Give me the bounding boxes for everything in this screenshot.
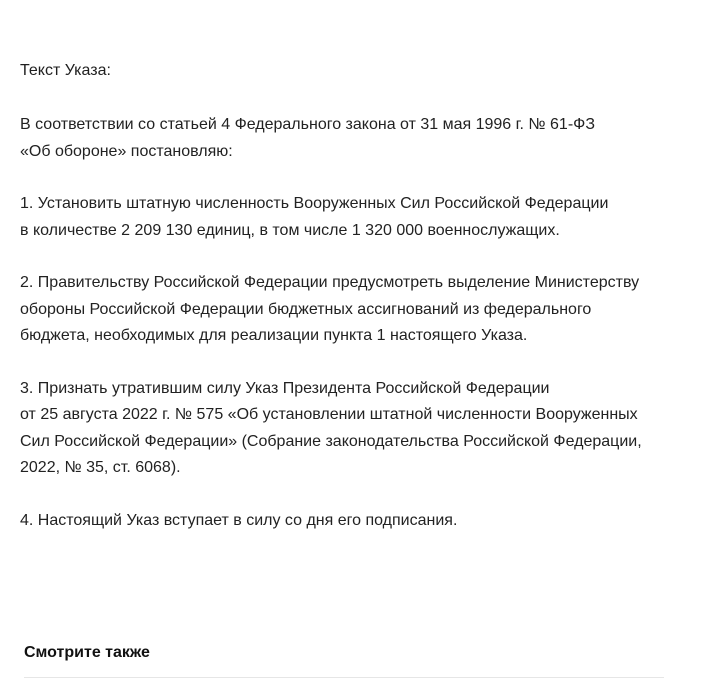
text-line: В соответствии со статьей 4 Федерального закона от 31 мая 1996 г. № 61-ФЗ xyxy=(20,116,595,133)
text-line: Сил Российской Федерации» (Собрание законодательства Российской Федерации, xyxy=(20,432,642,450)
decree-text xyxy=(20,58,700,560)
text-line: «Об обороне» постановляю: xyxy=(20,142,233,160)
decree-heading: Текст Указа: xyxy=(20,62,111,79)
text-line: от 25 августа 2022 г. № 575 «Об установлении штатной численности Вооруженных xyxy=(20,406,638,423)
decree-item-2 xyxy=(20,270,700,350)
text-line: 3. Признать утратившим силу Указ Президента Российской Федерации xyxy=(20,379,550,397)
text-line: бюджета, необходимых для реализации пункта 1 настоящего Указа. xyxy=(20,327,528,344)
section-divider xyxy=(24,677,664,678)
text-line: 4. Настоящий Указ вступает в силу со дня его подписания. xyxy=(20,511,458,529)
decree-item-4 xyxy=(20,508,700,535)
text-line: в количестве 2 209 130 единиц, в том числе 1 320 000 военнослужащих. xyxy=(20,221,560,239)
text-line: 1. Установить штатную численность Вооруженных Сил Российской Федерации xyxy=(20,195,609,212)
see-also-heading: Смотрите также xyxy=(24,644,150,661)
text-line: обороны Российской Федерации бюджетных ассигнований из федерального xyxy=(20,300,592,318)
decree-item-1 xyxy=(20,191,700,244)
decree-item-3 xyxy=(20,376,700,482)
text-line: 2022, № 35, ст. 6068). xyxy=(20,459,181,476)
text-line: 2. Правительству Российской Федерации предусмотреть выделение Министерству xyxy=(20,274,640,291)
decree-preamble xyxy=(20,112,700,165)
